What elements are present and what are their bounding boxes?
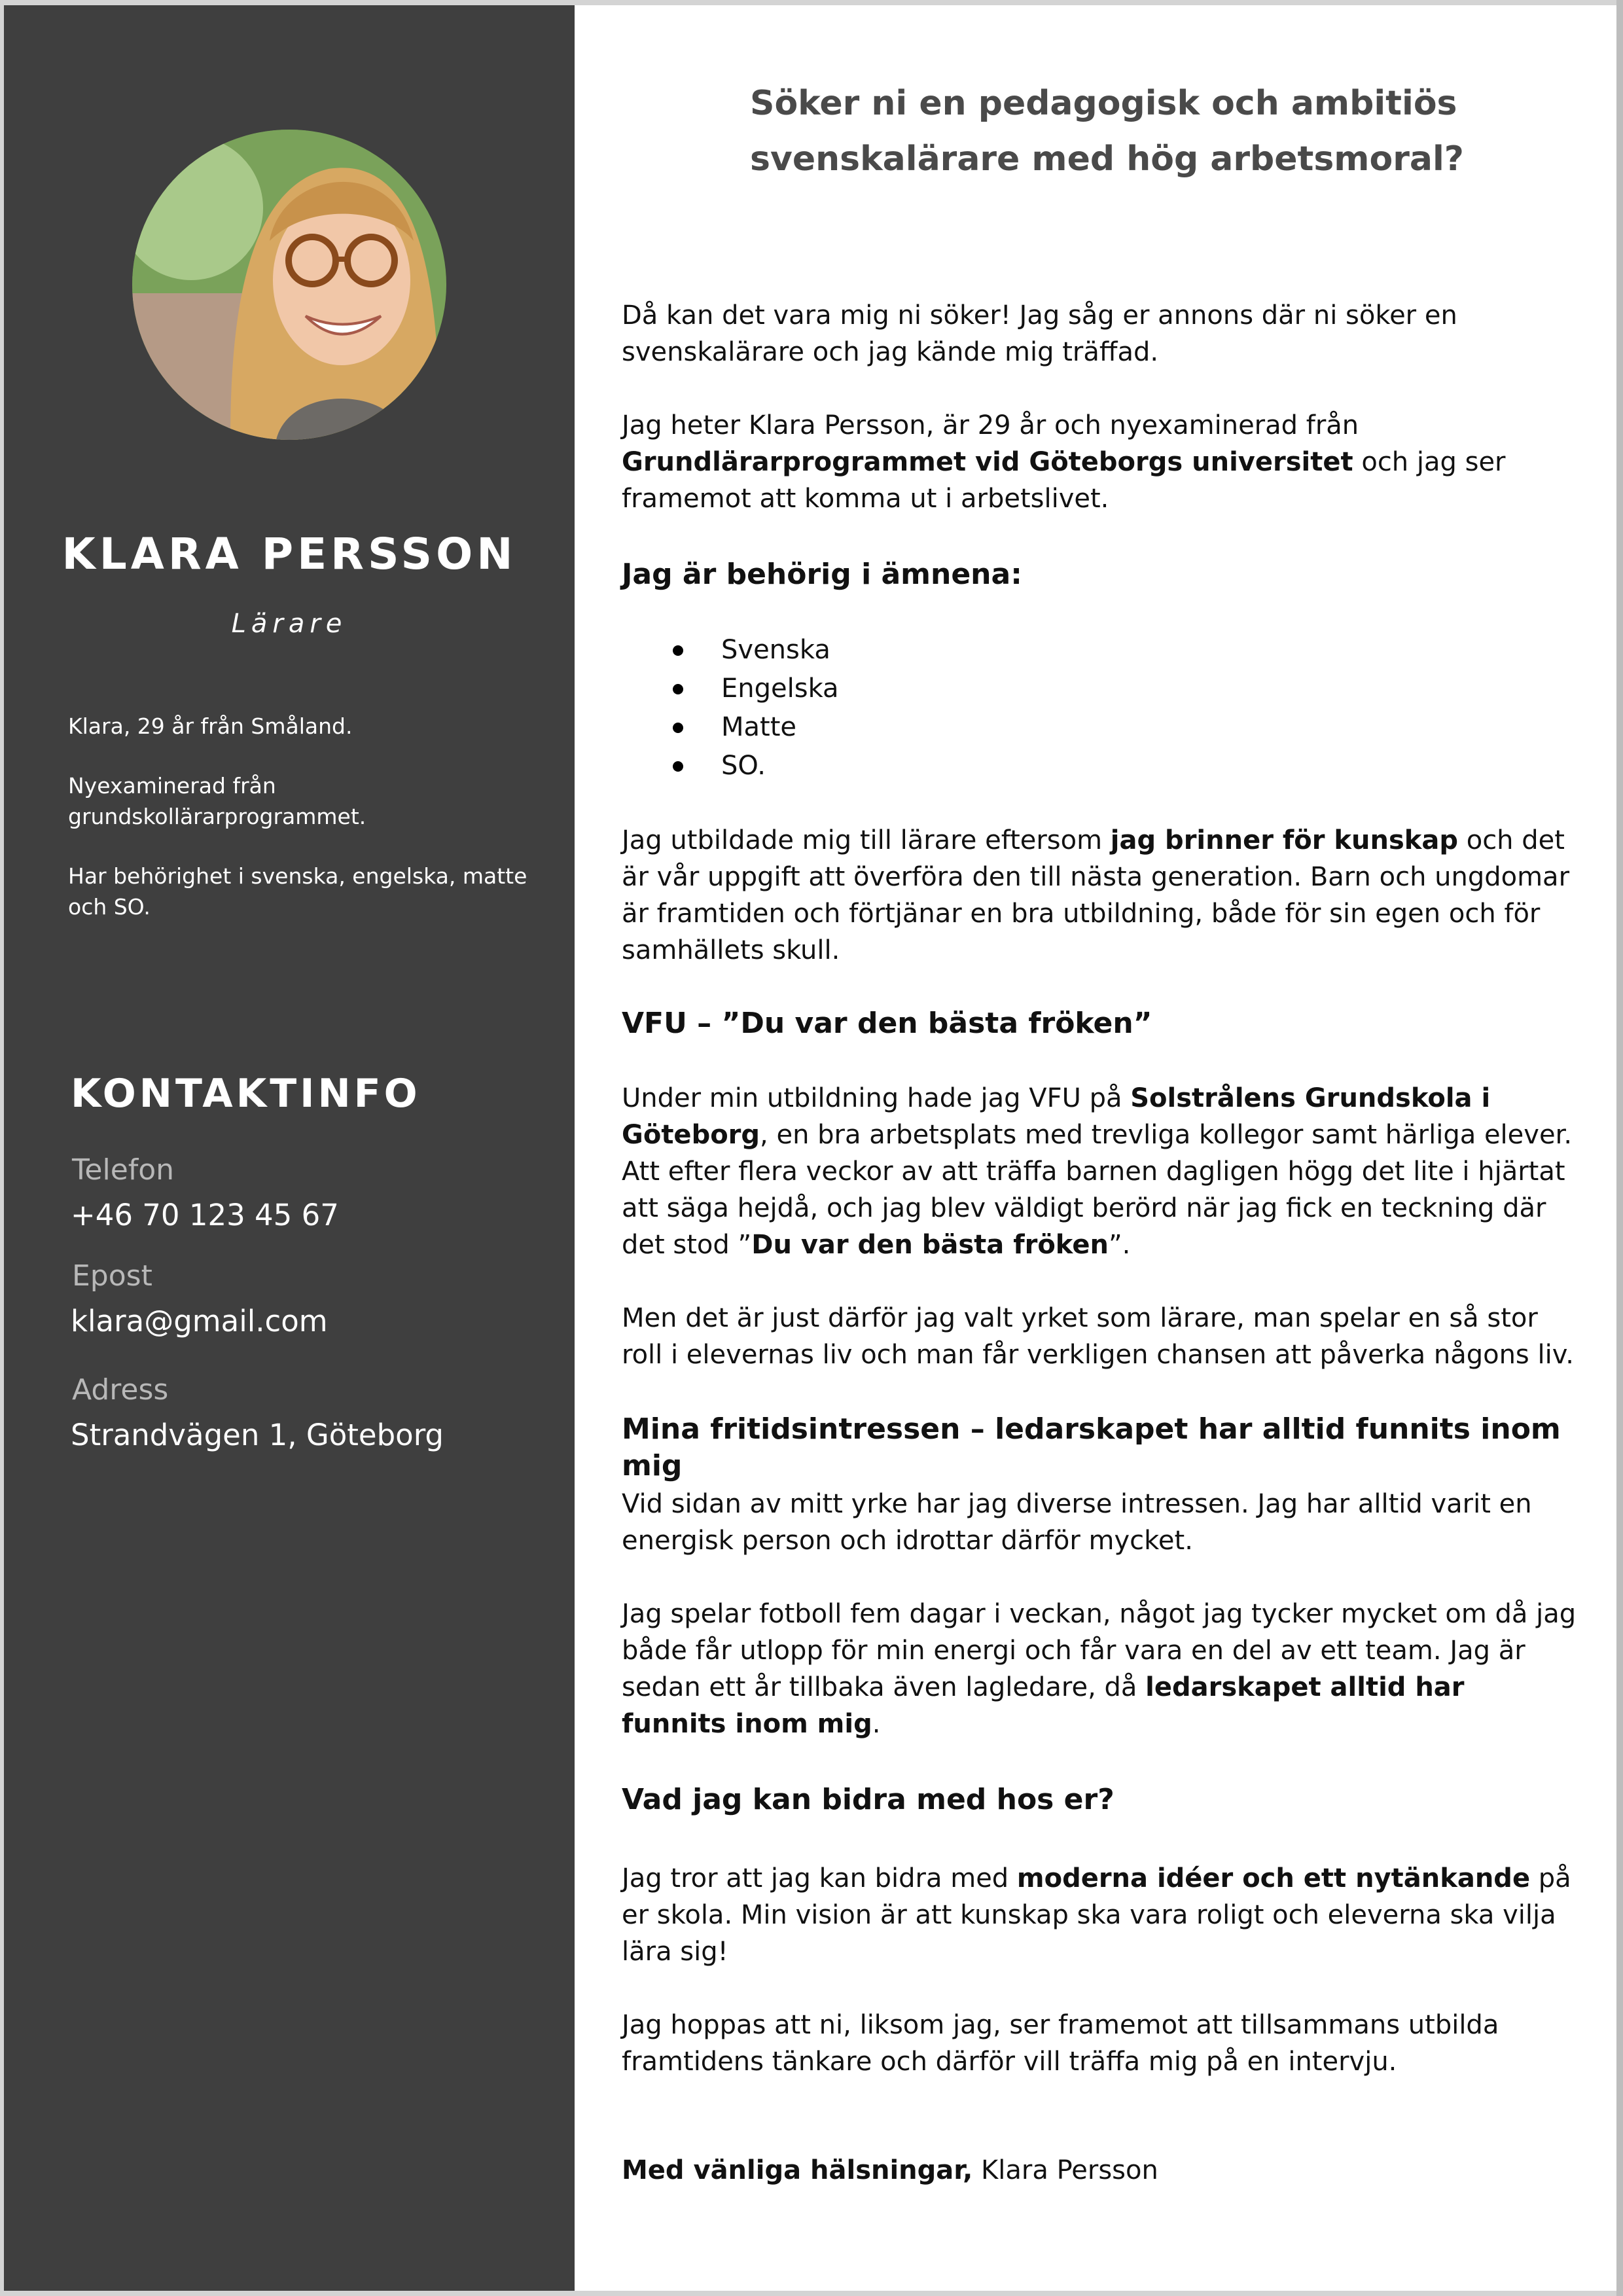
subjects-heading: Jag är behörig i ämnena: — [622, 558, 1022, 591]
list-item: Svenska — [622, 631, 839, 670]
profile-summary — [68, 711, 539, 951]
profile-photo — [132, 130, 446, 440]
contact-heading: KONTAKTINFO — [71, 1071, 421, 1117]
subjects-list — [622, 631, 839, 785]
letter-headline — [750, 76, 1470, 187]
vfu-heading: VFU – ”Du var den bästa fröken” — [622, 1007, 1152, 1040]
email-label: Epost — [72, 1259, 152, 1293]
headline-line-2: svenskalärare med hög arbetsmoral? — [750, 139, 1464, 179]
address-value: Strandvägen 1, Göteborg — [71, 1418, 444, 1452]
vfu-paragraph: Under min utbildning hade jag VFU på Solstrålens Grundskola i Göteborg, en bra arbetsplats med trevliga kollegor samt härliga elever. Att efter flera veckor av att träffa barnen dagligen högg det lite i hjärtat att säga hejdå, och jag blev väldigt berörd när jag fick en teckning där det stod ”Du var den bästa fröken”. — [622, 1083, 1573, 1260]
signature: Med vänliga hälsningar, Klara Persson — [622, 2155, 1158, 2185]
email-value[interactable]: klara@gmail.com — [71, 1304, 328, 1338]
list-item: Matte — [622, 708, 839, 747]
phone-value[interactable]: +46 70 123 45 67 — [71, 1198, 339, 1232]
document-page — [4, 5, 1616, 2291]
summary-line: Klara, 29 år från Småland. — [68, 713, 353, 739]
applicant-name: KLARA PERSSON — [62, 529, 517, 579]
football-paragraph: Jag spelar fotboll fem dagar i veckan, något jag tycker mycket om då jag både får utlopp för min energi och får vara en del av ett team. Jag är sedan ett år tillbaka även lagledare, då ledarskapet alltid har funnits inom mig. — [622, 1599, 1577, 1739]
applicant-role: Lärare — [231, 609, 348, 639]
introduction-paragraph: Jag heter Klara Persson, är 29 år och nyexaminerad från Grundlärarprogrammet vid Göteborgs universitet och jag ser framemot att komma ut i arbetslivet. — [622, 410, 1506, 514]
hobby-paragraph: Vid sidan av mitt yrke har jag diverse intressen. Jag har alltid varit en energisk person och idrottar därför mycket. — [622, 1489, 1532, 1556]
headline-line-1: Söker ni en pedagogisk och ambitiös — [750, 84, 1457, 123]
profession-paragraph: Men det är just därför jag valt yrket som lärare, man spelar en så stor roll i elevernas liv och man får verkligen chansen att påverka någons liv. — [622, 1303, 1574, 1370]
portrait-illustration — [132, 130, 446, 440]
list-item: SO. — [622, 747, 839, 785]
motivation-paragraph: Jag utbildade mig till lärare eftersom jag brinner för kunskap och det är vår uppgift att överföra den till nästa generation. Barn och ungdomar är framtiden och förtjänar en bra utbildning, både för sin egen och för samhällets skull. — [622, 825, 1570, 965]
contribution-paragraph: Jag tror att jag kan bidra med moderna idéer och ett nytänkande på er skola. Min vision är att kunskap ska vara roligt och eleverna ska vilja lära sig! — [622, 1863, 1571, 1967]
summary-line: Har behörighet i svenska, engelska, matte och SO. — [68, 863, 527, 920]
intro-paragraph: Då kan det vara mig ni söker! Jag såg er annons där ni söker en svenskalärare och jag kände mig träffad. — [622, 300, 1457, 367]
closing-paragraph: Jag hoppas att ni, liksom jag, ser framemot att tillsammans utbilda framtidens tänkare och därför vill träffa mig på en intervju. — [622, 2010, 1499, 2077]
list-item: Engelska — [622, 670, 839, 708]
contribution-heading: Vad jag kan bidra med hos er? — [622, 1783, 1115, 1816]
phone-label: Telefon — [72, 1153, 175, 1187]
address-label: Adress — [72, 1373, 169, 1407]
sidebar — [4, 5, 575, 2291]
summary-line: Nyexaminerad från grundskollärarprogrammet. — [68, 773, 366, 829]
hobby-heading: Mina fritidsintressen – ledarskapet har alltid funnits inom mig — [622, 1412, 1561, 1482]
page-shadow — [1616, 0, 1623, 2296]
